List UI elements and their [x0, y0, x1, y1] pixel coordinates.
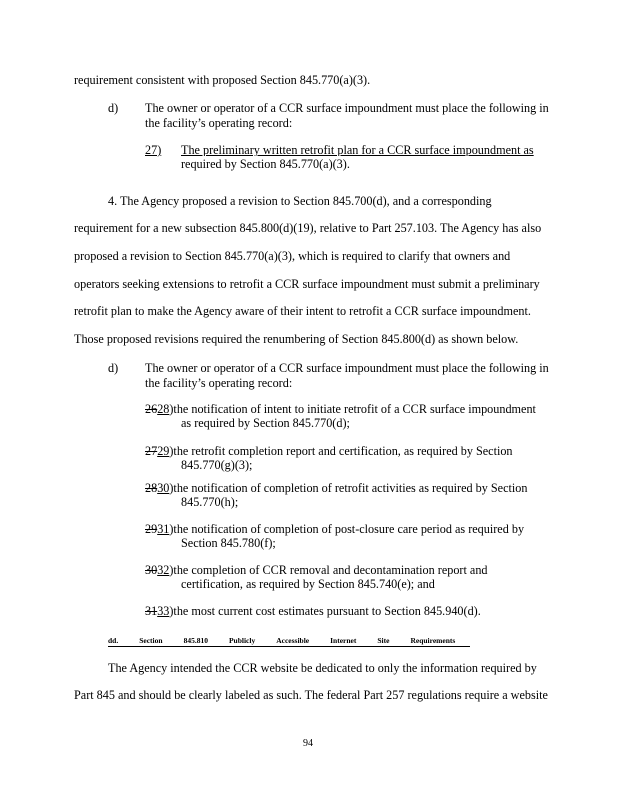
- inserted-number: 32: [157, 563, 170, 577]
- item-text: )the notification of completion of post-closure care period as required by: [169, 522, 525, 536]
- heading-word: dd.: [108, 636, 119, 645]
- deleted-number: 28: [145, 481, 158, 495]
- subsection-text: The owner or operator of a CCR surface impoundment must place the following in: [145, 101, 549, 115]
- paragraph-line: Part 845 and should be clearly labeled as such. The federal Part 257 regulations require a website: [74, 688, 548, 702]
- item-number-inserted: 27): [145, 143, 162, 157]
- paragraph-line: proposed a revision to Section 845.770(a)(3), which is required to clarify that owners and: [74, 249, 511, 263]
- list-item: [145, 564, 488, 576]
- list-item: [145, 403, 536, 415]
- inserted-number: 31: [157, 522, 170, 536]
- item-text: as required by Section 845.770(d);: [181, 416, 350, 430]
- item-text: 845.770(g)(3);: [181, 458, 253, 472]
- subsection-label: d): [108, 101, 119, 115]
- page-number: 94: [303, 738, 313, 749]
- paragraph-line: operators seeking extensions to retrofit a CCR surface impoundment must submit a preliminary: [74, 277, 540, 291]
- paragraph-line: requirement for a new subsection 845.800(d)(19), relative to Part 257.103. The Agency has also: [74, 221, 542, 235]
- heading-word: Section: [139, 636, 163, 645]
- subsection-text: The owner or operator of a CCR surface impoundment must place the following in: [145, 361, 549, 375]
- item-text: )the notification of intent to initiate retrofit of a CCR surface impoundment: [169, 402, 536, 416]
- item-text-inserted: The preliminary written retrofit plan for a CCR surface impoundment as: [181, 144, 534, 157]
- item-text: required by Section 845.770(a)(3).: [181, 157, 350, 171]
- deleted-number: 29: [145, 522, 158, 536]
- deleted-number: 27: [145, 444, 158, 458]
- subsection-text: the facility’s operating record:: [145, 376, 293, 390]
- list-item: [145, 605, 481, 617]
- item-text: )the notification of completion of retrofit activities as required by Section: [169, 481, 528, 495]
- item-text: )the most current cost estimates pursuant to Section 845.940(d).: [169, 604, 481, 618]
- paragraph-line: retrofit plan to make the Agency aware of their intent to retrofit a CCR surface impoundment.: [74, 304, 531, 318]
- item-text: 845.770(h);: [181, 495, 239, 509]
- item-text: )the retrofit completion report and certification, as required by Section: [169, 444, 513, 458]
- heading-word: Accessible: [276, 636, 310, 645]
- list-item: [145, 523, 524, 535]
- item-text: certification, as required by Section 845.740(e); and: [181, 577, 435, 591]
- paragraph-line: The Agency intended the CCR website be dedicated to only the information required by: [108, 661, 537, 675]
- heading-word: Requirements: [410, 636, 456, 645]
- inserted-number: 28: [157, 402, 170, 416]
- section-heading: [108, 637, 470, 647]
- heading-word: Internet: [330, 636, 357, 645]
- deleted-number: 31: [145, 604, 158, 618]
- subsection-label: d): [108, 361, 119, 375]
- paragraph-line: 4. The Agency proposed a revision to Section 845.700(d), and a corresponding: [108, 194, 492, 208]
- paragraph-line: Those proposed revisions required the renumbering of Section 845.800(d) as shown below.: [74, 332, 519, 346]
- heading-word: Site: [377, 636, 390, 645]
- item-text: )the completion of CCR removal and decontamination report and: [169, 563, 488, 577]
- subsection-text: the facility’s operating record:: [145, 116, 293, 130]
- inserted-number: 29: [157, 444, 170, 458]
- list-item: [145, 445, 513, 457]
- list-item: [145, 482, 527, 494]
- inserted-number: 30: [157, 481, 170, 495]
- deleted-number: 30: [145, 563, 158, 577]
- continuation-line: requirement consistent with proposed Section 845.770(a)(3).: [74, 73, 371, 87]
- inserted-number: 33: [157, 604, 170, 618]
- item-text: Section 845.780(f);: [181, 536, 276, 550]
- deleted-number: 26: [145, 402, 158, 416]
- heading-word: Publicly: [228, 636, 256, 645]
- heading-word: 845.810: [183, 636, 208, 645]
